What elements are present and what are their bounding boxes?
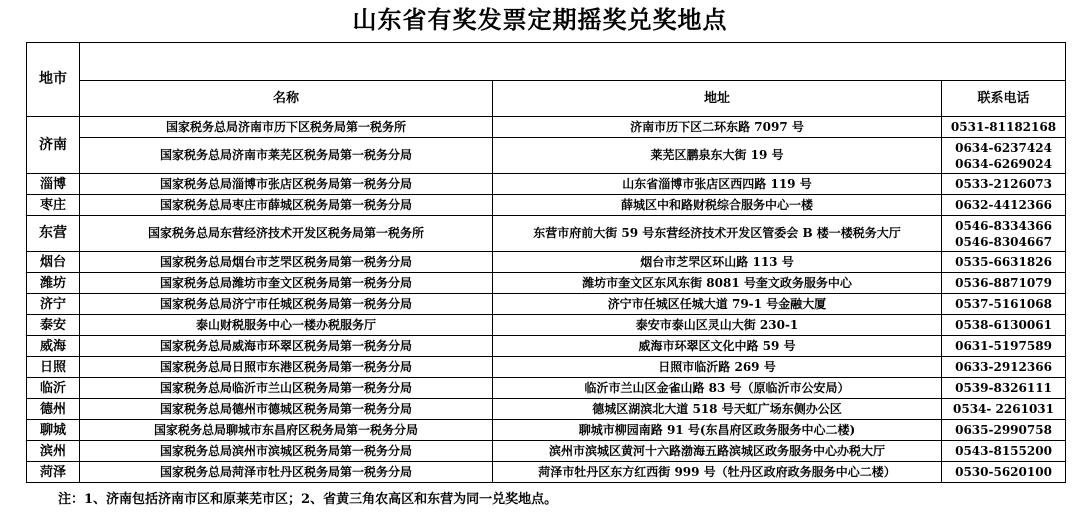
table-row	[27, 399, 1066, 420]
name-cell: 国家税务总局济宁市任城区税务局第一税务分局	[80, 294, 493, 315]
address-cell: 菏泽市牡丹区东方红西街 999 号（牡丹区政府政务服务中心二楼）	[493, 462, 942, 483]
city-cell: 菏泽	[27, 462, 80, 483]
address-cell: 临沂市兰山区金雀山路 83 号（原临沂市公安局）	[493, 378, 942, 399]
address-cell: 滨州市滨城区黄河十六路渤海五路滨城区政务服务中心办税大厅	[493, 441, 942, 462]
phone-cell: 0633-2912366	[942, 357, 1066, 378]
phone-cell: 0533-2126073	[942, 174, 1066, 195]
city-cell: 德州	[27, 399, 80, 420]
table-row	[27, 357, 1066, 378]
name-cell: 国家税务总局菏泽市牡丹区税务局第一税务分局	[80, 462, 493, 483]
address-cell: 德城区湖滨北大道 518 号天虹广场东侧办公区	[493, 399, 942, 420]
name-cell: 国家税务总局烟台市芝罘区税务局第一税务分局	[80, 252, 493, 273]
table-row	[27, 441, 1066, 462]
table-row	[27, 216, 1066, 252]
address-cell: 聊城市柳园南路 91 号(东昌府区政务服务中心二楼)	[493, 420, 942, 441]
prize-locations-table	[26, 42, 1066, 483]
phone-cell: 0543-8155200	[942, 441, 1066, 462]
footnote: 注：1、济南包括济南市区和原莱芜市区；2、省黄三角农高区和东营为同一兑奖地点。	[58, 492, 558, 507]
table-row	[27, 252, 1066, 273]
city-cell: 济宁	[27, 294, 80, 315]
table-row	[27, 117, 1066, 138]
name-cell: 国家税务总局枣庄市薛城区税务局第一税务分局	[80, 195, 493, 216]
column-header-phone: 联系电话	[942, 81, 1066, 117]
address-cell: 烟台市芝罘区环山路 113 号	[493, 252, 942, 273]
phone-cell: 0635-2990758	[942, 420, 1066, 441]
name-cell: 国家税务总局临沂市兰山区税务局第一税务分局	[80, 378, 493, 399]
city-cell: 临沂	[27, 378, 80, 399]
table-row	[27, 315, 1066, 336]
column-header-name: 名称	[80, 81, 493, 117]
phone-line: 0634-6237424	[955, 140, 1052, 155]
name-cell: 泰山财税服务中心一楼办税服务厅	[80, 315, 493, 336]
phone-cell	[942, 216, 1066, 252]
city-cell: 泰安	[27, 315, 80, 336]
name-cell: 国家税务总局济南市莱芜区税务局第一税务分局	[80, 138, 493, 174]
address-cell: 东营市府前大街 59 号东营经济技术开发区管委会 B 楼一楼税务大厅	[493, 216, 942, 252]
column-header-address: 地址	[493, 81, 942, 117]
address-cell: 威海市环翠区文化中路 59 号	[493, 336, 942, 357]
city-cell: 聊城	[27, 420, 80, 441]
city-cell: 枣庄	[27, 195, 80, 216]
city-cell: 东营	[27, 216, 80, 252]
name-cell: 国家税务总局聊城市东昌府区税务局第一税务分局	[80, 420, 493, 441]
phone-line: 0546-8334366	[955, 218, 1052, 233]
address-cell: 济南市历下区二环东路 7097 号	[493, 117, 942, 138]
phone-cell: 0530-5620100	[942, 462, 1066, 483]
city-cell: 威海	[27, 336, 80, 357]
phone-cell: 0538-6130061	[942, 315, 1066, 336]
phone-cell: 0536-8871079	[942, 273, 1066, 294]
address-cell: 山东省淄博市张店区西四路 119 号	[493, 174, 942, 195]
phone-cell: 0534- 2261031	[942, 399, 1066, 420]
phone-line: 0546-8304667	[955, 234, 1052, 249]
column-header-row	[27, 81, 1066, 117]
table-row	[27, 273, 1066, 294]
phone-cell	[942, 138, 1066, 174]
table-row	[27, 462, 1066, 483]
name-cell: 国家税务总局东营经济技术开发区税务局第一税务所	[80, 216, 493, 252]
phone-cell: 0632-4412366	[942, 195, 1066, 216]
city-cell: 淄博	[27, 174, 80, 195]
table-row	[27, 420, 1066, 441]
phone-cell: 0535-6631826	[942, 252, 1066, 273]
table-row	[27, 378, 1066, 399]
name-cell: 国家税务总局威海市环翠区税务局第一税务分局	[80, 336, 493, 357]
table-row	[27, 138, 1066, 174]
city-cell: 济南	[27, 117, 80, 174]
city-cell: 滨州	[27, 441, 80, 462]
address-cell: 日照市临沂路 269 号	[493, 357, 942, 378]
city-cell: 潍坊	[27, 273, 80, 294]
name-cell: 国家税务总局滨州市滨城区税务局第一税务分局	[80, 441, 493, 462]
city-header: 地市	[27, 43, 80, 117]
city-cell: 烟台	[27, 252, 80, 273]
address-cell: 潍坊市奎文区东风东街 8081 号奎文政务服务中心	[493, 273, 942, 294]
name-cell: 国家税务总局潍坊市奎文区税务局第一税务分局	[80, 273, 493, 294]
name-cell: 国家税务总局济南市历下区税务局第一税务所	[80, 117, 493, 138]
address-cell: 薛城区中和路财税综合服务中心一楼	[493, 195, 942, 216]
table-row	[27, 294, 1066, 315]
name-cell: 国家税务总局德州市德城区税务局第一税务分局	[80, 399, 493, 420]
page-title: 山东省有奖发票定期摇奖兑奖地点	[352, 5, 728, 34]
name-cell: 国家税务总局日照市东港区税务局第一税务分局	[80, 357, 493, 378]
phone-cell: 0631-5197589	[942, 336, 1066, 357]
address-cell: 济宁市任城区任城大道 79-1 号金融大厦	[493, 294, 942, 315]
name-cell: 国家税务总局淄博市张店区税务局第一税务分局	[80, 174, 493, 195]
phone-cell: 0531-81182168	[942, 117, 1066, 138]
header-row-top	[27, 43, 1066, 81]
address-cell: 泰安市泰山区灵山大街 230-1	[493, 315, 942, 336]
table-row	[27, 195, 1066, 216]
table-row	[27, 336, 1066, 357]
blank-header-cell	[80, 43, 1066, 81]
city-cell: 日照	[27, 357, 80, 378]
table-row	[27, 174, 1066, 195]
phone-line: 0634-6269024	[955, 156, 1052, 171]
address-cell: 莱芜区鹏泉东大街 19 号	[493, 138, 942, 174]
phone-cell: 0537-5161068	[942, 294, 1066, 315]
phone-cell: 0539-8326111	[942, 378, 1066, 399]
